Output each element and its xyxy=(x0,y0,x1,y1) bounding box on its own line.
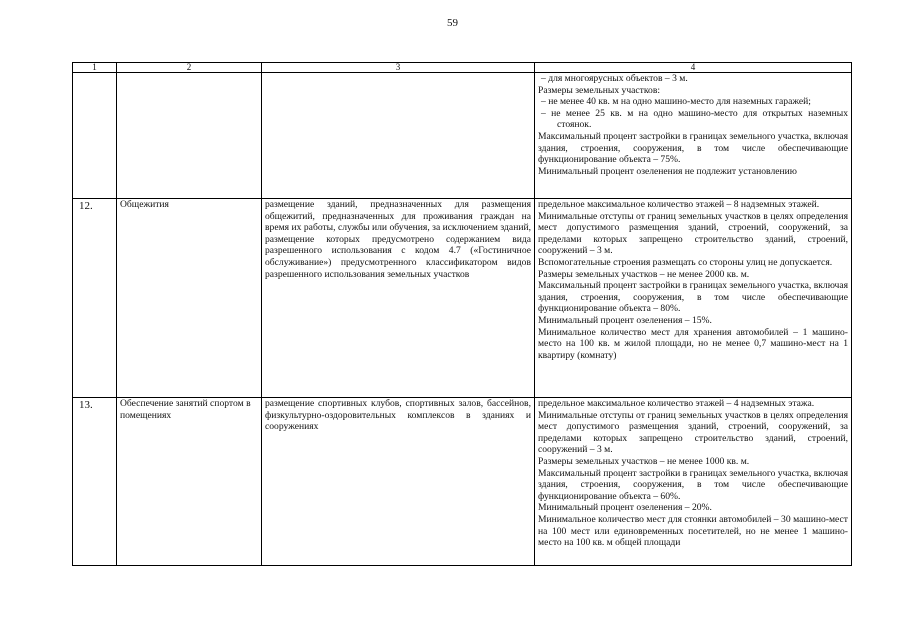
param-line: – не менее 40 кв. м на одно машино-место для наземных гаражей; xyxy=(541,96,811,108)
param-line: Минимальное количество мест для стоянки автомобилей – 30 машино-мест на 100 мест или единовременных посетителей, но не менее 1 машино-место на 100 кв. м общей площади xyxy=(538,513,848,549)
land-use-name: Обеспечение занятий спортом в помещениях xyxy=(117,398,262,566)
param-line: Размеры земельных участков – не менее 1000 кв. м. xyxy=(538,455,750,467)
param-line: Размеры земельных участков – не менее 2000 кв. м. xyxy=(538,268,750,280)
table-header-row xyxy=(73,63,852,73)
page-number: 59 xyxy=(447,17,458,29)
cont-description-cell xyxy=(262,73,535,199)
header-col-1: 1 xyxy=(73,63,117,73)
param-line: – для многоярусных объектов – 3 м. xyxy=(541,73,688,84)
param-line: Размеры земельных участков: xyxy=(538,84,661,96)
table-row-continuation xyxy=(73,73,852,199)
header-col-3: 3 xyxy=(262,63,535,73)
land-use-name: Общежития xyxy=(117,199,262,398)
param-line: Максимальный процент застройки в границах земельного участка, включая здания, строения, сооружения, в том числе обеспечивающие функционирование объекта – 75%. xyxy=(538,130,848,166)
row-number: 13. xyxy=(73,398,117,566)
cont-num-cell xyxy=(73,73,117,199)
regulations-table xyxy=(72,62,852,566)
parameters-cell xyxy=(535,398,852,566)
cont-name-cell xyxy=(117,73,262,199)
param-line: Минимальный процент озеленения не подлежит установлению xyxy=(538,165,797,177)
param-line: Вспомогательные строения размещать со стороны улиц не допускается. xyxy=(538,256,833,268)
param-line: Минимальное количество мест для хранения автомобилей – 1 машино-место на 100 кв. м жилой площади, но не менее 0,7 машино-мест на 1 квартиру (комнату) xyxy=(538,326,848,361)
param-line: Минимальный процент озеленения – 15%. xyxy=(538,314,712,326)
table-row-12 xyxy=(73,199,852,398)
cont-parameters-cell xyxy=(535,73,852,199)
table-row-13 xyxy=(73,398,852,566)
header-col-4: 4 xyxy=(535,63,852,73)
param-line: предельное максимальное количество этажей – 8 надземных этажей. xyxy=(538,199,820,210)
param-line: Минимальный процент озеленения – 20%. xyxy=(538,502,712,514)
param-line: Максимальный процент застройки в границах земельного участка, включая здания, строения, сооружения, в том числе обеспечивающие функционирование объекта – 60%. xyxy=(538,467,848,502)
parameters-cell xyxy=(535,199,852,398)
param-line: Максимальный процент застройки в границах земельного участка, включая здания, строения, сооружения, в том числе обеспечивающие функционирование объекта – 80%. xyxy=(538,280,848,315)
param-line: – не менее 25 кв. м на одно машино-место для открытых наземных стоянок. xyxy=(541,107,848,131)
param-line: Минимальные отступы от границ земельных участков в целях определения мест допустимого размещения зданий, строений, сооружений, за пределами которых запрещено строительство зданий, строений, сооружений – 3 м. xyxy=(538,210,848,257)
header-col-2: 2 xyxy=(117,63,262,73)
param-line: Минимальные отступы от границ земельных участков в целях определения мест допустимого размещения зданий, строений, сооружений, за пределами которых запрещено строительство зданий, строений, сооружений – 3 м. xyxy=(538,409,848,456)
param-line: предельное максимальное количество этажей – 4 надземных этажа. xyxy=(538,398,815,409)
row-number: 12. xyxy=(73,199,117,398)
land-use-description: размещение спортивных клубов, спортивных залов, бассейнов, физкультурно-оздоровительных комплексов в зданиях и сооружениях xyxy=(262,398,535,566)
land-use-description: размещение зданий, предназначенных для размещения общежитий, предназначенных для проживания граждан на время их работы, службы или обучения, за исключением зданий, размещение которых предусмотрено содержанием вида разрешенного использования с кодом 4.7 («Гостиничное обслуживание») предусмотренного классификатором видов разрешенного использования земельных участков xyxy=(262,199,535,398)
